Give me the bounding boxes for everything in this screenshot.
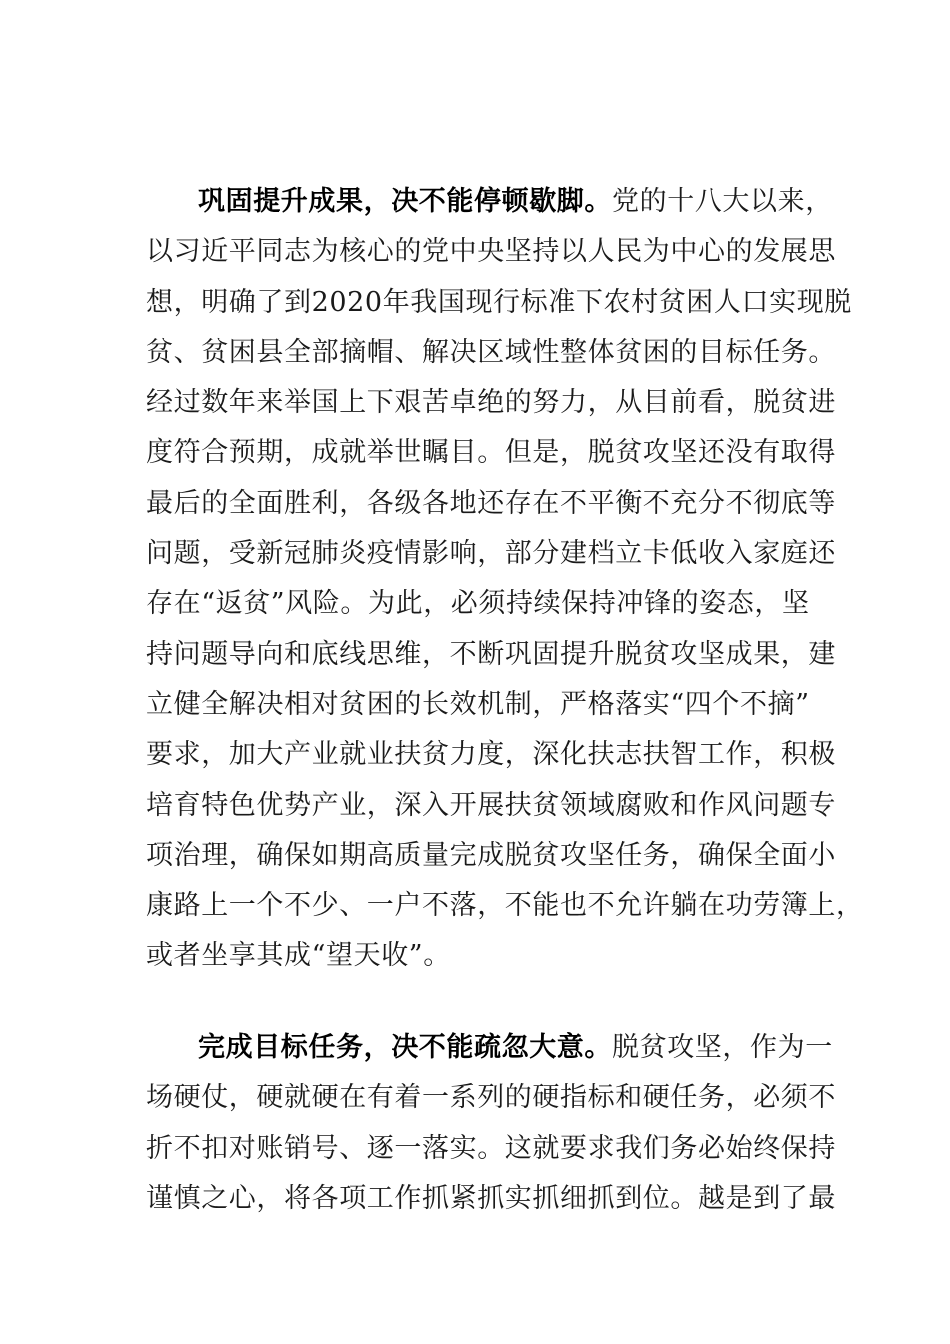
paragraph-line: 立健全解决相对贫困的长效机制，严格落实“四个不摘” xyxy=(146,688,810,720)
paragraph-consolidate-results xyxy=(146,177,864,982)
paragraph-line: 培育特色优势产业，深入开展扶贫领域腐败和作风问题专 xyxy=(146,789,836,821)
paragraph-complete-targets xyxy=(146,1023,836,1224)
paragraph-first-line xyxy=(146,1023,833,1073)
paragraph-line: 存在“返贫”风险。为此，必须持续保持冲锋的姿态，坚 xyxy=(146,588,810,620)
paragraph-first-line xyxy=(146,177,833,227)
paragraph-line: 谨慎之心，将各项工作抓紧抓实抓细抓到位。越是到了最 xyxy=(146,1182,836,1214)
paragraph-lead-heading: 完成目标任务，决不能疏忽大意。 xyxy=(198,1032,612,1063)
paragraph-line: 以习近平同志为核心的党中央坚持以人民为中心的发展思 xyxy=(146,236,836,268)
paragraph-line: 脱贫攻坚，作为一 xyxy=(612,1032,833,1063)
paragraph-line: 场硬仗，硬就硬在有着一系列的硬指标和硬任务，必须不 xyxy=(146,1082,836,1114)
paragraph-line: 党的十八大以来， xyxy=(612,186,833,217)
paragraph-line: 或者坐享其成“望天收”。 xyxy=(146,940,451,972)
paragraph-line: 项治理，确保如期高质量完成脱贫攻坚任务，确保全面小 xyxy=(146,839,836,871)
paragraph-lead-heading: 巩固提升成果，决不能停顿歇脚。 xyxy=(198,186,612,217)
paragraph-line: 问题，受新冠肺炎疫情影响，部分建档立卡低收入家庭还 xyxy=(146,538,836,570)
paragraph-line: 贫、贫困县全部摘帽、解决区域性整体贫困的目标任务。 xyxy=(146,336,836,368)
paragraph-line: 折不扣对账销号、逐一落实。这就要求我们务必始终保持 xyxy=(146,1132,836,1164)
paragraph-line: 要求，加大产业就业扶贫力度，深化扶志扶智工作，积极 xyxy=(146,739,836,771)
paragraph-line: 经过数年来举国上下艰苦卓绝的努力，从目前看，脱贫进 xyxy=(146,387,836,419)
paragraph-line: 持问题导向和底线思维，不断巩固提升脱贫攻坚成果，建 xyxy=(146,638,836,670)
paragraph-line: 想，明确了到2020年我国现行标准下农村贫困人口实现脱 xyxy=(146,286,852,318)
paragraph-line: 康路上一个不少、一户不落，不能也不允许躺在功劳簿上， xyxy=(146,890,864,922)
paragraph-line: 度符合预期，成就举世瞩目。但是，脱贫攻坚还没有取得 xyxy=(146,437,836,469)
paragraph-line: 最后的全面胜利，各级各地还存在不平衡不充分不彻底等 xyxy=(146,487,836,519)
